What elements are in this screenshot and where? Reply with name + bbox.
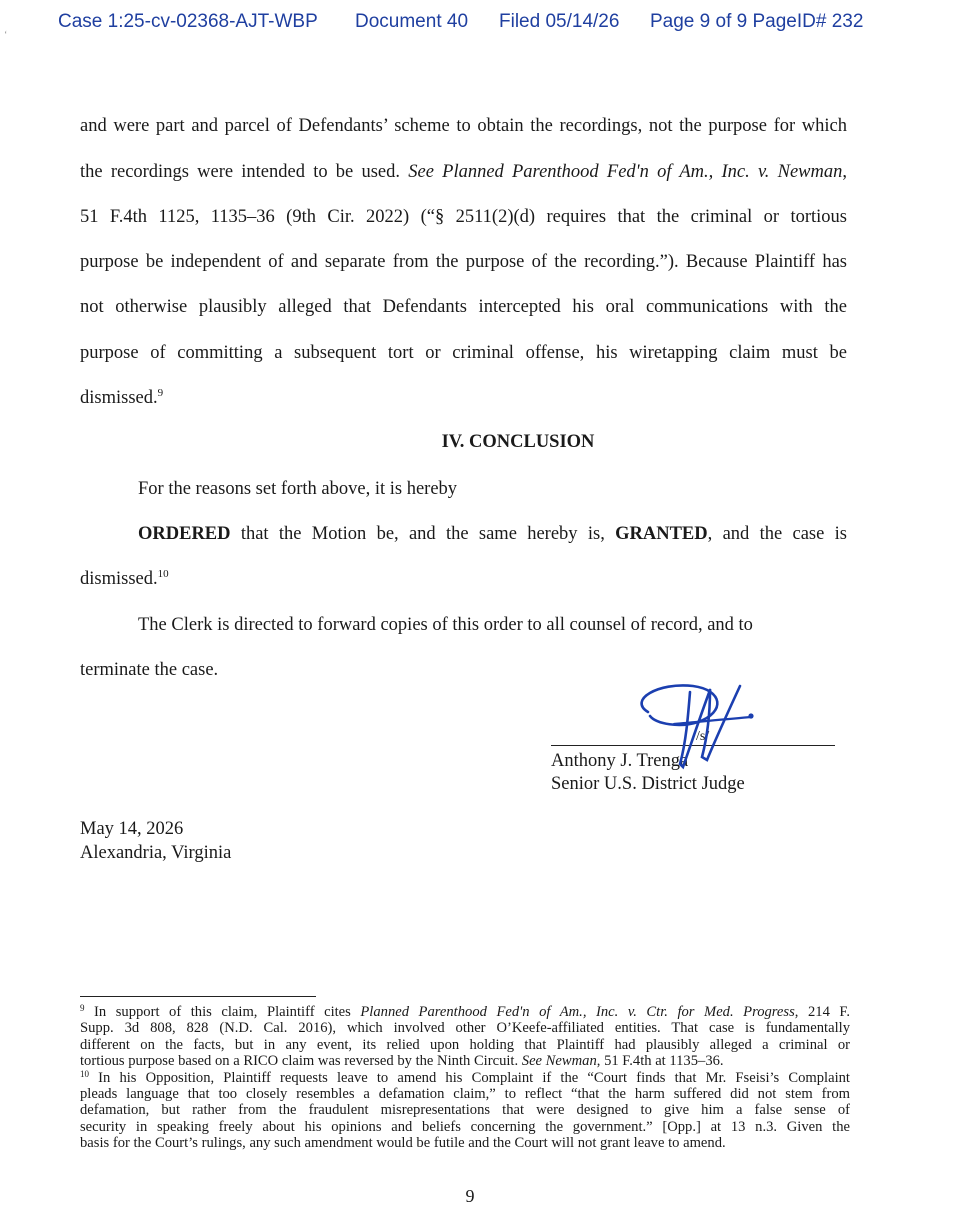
footnote-9-line bbox=[80, 1020, 850, 1036]
body-text: purpose be independent of and separate from the purpose of the recording.”). Because Plaintiff has bbox=[80, 252, 847, 272]
footnote-text: basis for the Court’s rulings, any such amendment would be futile and the Court will not grant leave to amend. bbox=[80, 1135, 726, 1152]
case-citation: Planned Parenthood Fed'n of Am., Inc. v. Ctr. for Med. Progress bbox=[360, 1004, 795, 1020]
body-line bbox=[138, 478, 847, 500]
electronic-signature-mark: /s/ bbox=[696, 729, 710, 744]
body-line bbox=[80, 568, 847, 590]
body-line bbox=[80, 296, 847, 318]
body-text: that the Motion be, and the same hereby is, bbox=[230, 524, 616, 544]
footnote-ref-9[interactable]: 9 bbox=[157, 387, 164, 399]
body-line bbox=[80, 342, 847, 364]
header-case-number: Case 1:25-cv-02368-AJT-WBP bbox=[58, 11, 318, 32]
order-place: Alexandria, Virginia bbox=[80, 843, 232, 863]
header-page-info: Page 9 of 9 PageID# 232 bbox=[650, 11, 864, 32]
footnote-ref-10[interactable]: 10 bbox=[157, 568, 169, 580]
footnote-9-line bbox=[80, 1037, 850, 1053]
page-number: 9 bbox=[465, 1186, 475, 1206]
section-heading: IV. CONCLUSION bbox=[441, 432, 595, 452]
body-line bbox=[138, 614, 798, 636]
body-line bbox=[80, 161, 847, 183]
case-citation: See Planned Parenthood Fed'n of Am., Inc. v. Newman bbox=[408, 162, 843, 182]
body-line bbox=[80, 387, 847, 409]
header-filed-date: Filed 05/14/26 bbox=[499, 11, 620, 32]
body-text: , bbox=[842, 162, 847, 182]
header-document-number: Document 40 bbox=[355, 11, 469, 32]
body-text: 51 F.4th 1125, 1135–36 (9th Cir. 2022) (“§ 2511(2)(d) requires that the criminal or tortious bbox=[80, 207, 847, 227]
footnote-9-line bbox=[80, 1004, 850, 1020]
body-line bbox=[80, 206, 847, 228]
footnote-text: , 214 F. bbox=[794, 1004, 850, 1020]
body-line bbox=[80, 115, 847, 137]
footnote-9-line bbox=[80, 1053, 850, 1069]
footnote-10-line bbox=[80, 1135, 850, 1151]
footnote-number: 10 bbox=[80, 1068, 89, 1079]
handwritten-signature bbox=[628, 672, 763, 772]
ordered-keyword: ORDERED bbox=[138, 524, 231, 544]
body-text: and were part and parcel of Defendants’ scheme to obtain the recordings, not the purpose for which bbox=[80, 116, 847, 136]
footnotes bbox=[80, 1004, 850, 1152]
footnote-text: , 51 F.4th at 1135–36. bbox=[596, 1053, 724, 1070]
footnote-text: defamation, but rather from the fraudulent misrepresentations that were designed to give him a false sense of bbox=[80, 1102, 850, 1119]
case-citation: See Newman bbox=[521, 1053, 597, 1070]
body-text: For the reasons set forth above, it is hereby bbox=[138, 479, 458, 499]
footnote-10-line bbox=[80, 1086, 850, 1102]
body-text: purpose of committing a subsequent tort or criminal offense, his wiretapping claim must be bbox=[80, 343, 847, 363]
granted-keyword: GRANTED bbox=[615, 524, 708, 544]
body-text: terminate the case. bbox=[80, 660, 219, 680]
body-line bbox=[80, 251, 847, 273]
footnote-text: pleads language that too closely resembles a defamation claim,” to reflect “that the harm suffered did not stem from bbox=[80, 1086, 850, 1103]
body-text: the recordings were intended to be used. bbox=[80, 162, 409, 182]
judge-title: Senior U.S. District Judge bbox=[551, 774, 745, 794]
footnote-text: security in speaking freely about his opinions and beliefs concerning the government.” [Opp.] at 13 n.3. Given the bbox=[80, 1118, 850, 1135]
body-line bbox=[138, 523, 847, 545]
body-text: not otherwise plausibly alleged that Defendants intercepted his oral communications with the bbox=[80, 297, 847, 317]
footnote-10-line bbox=[80, 1119, 850, 1135]
body-text: dismissed. bbox=[80, 388, 158, 408]
footnote-text: In support of this claim, Plaintiff cites bbox=[84, 1004, 361, 1020]
footnote-text: tortious purpose based on a RICO claim was reversed by the Ninth Circuit. bbox=[80, 1053, 522, 1070]
body-text: dismissed. bbox=[80, 569, 158, 589]
order-date: May 14, 2026 bbox=[80, 819, 184, 839]
judge-name: Anthony J. Trenga bbox=[551, 751, 689, 771]
body-text: The Clerk is directed to forward copies of this order to all counsel of record, and to bbox=[138, 615, 753, 635]
footnote-text: Supp. 3d 808, 828 (N.D. Cal. 2016), which involved other O’Keefe-affiliated entities. That case is fundamentally bbox=[80, 1020, 850, 1037]
footnote-text: different on the facts, but in any event, its relied upon holding that Plaintiff had plausibly alleged a criminal or bbox=[80, 1036, 850, 1053]
scan-edge-mark: ‘ bbox=[4, 30, 8, 41]
footnote-divider bbox=[80, 996, 316, 997]
footnote-number: 9 bbox=[80, 1003, 85, 1013]
footnote-text: In his Opposition, Plaintiff requests leave to amend his Complaint if the “Court finds that Mr. Fseisi’s Complaint bbox=[89, 1069, 850, 1086]
body-text: , and the case is bbox=[707, 524, 847, 544]
footnote-10-line bbox=[80, 1070, 850, 1086]
footnote-10-line bbox=[80, 1102, 850, 1118]
